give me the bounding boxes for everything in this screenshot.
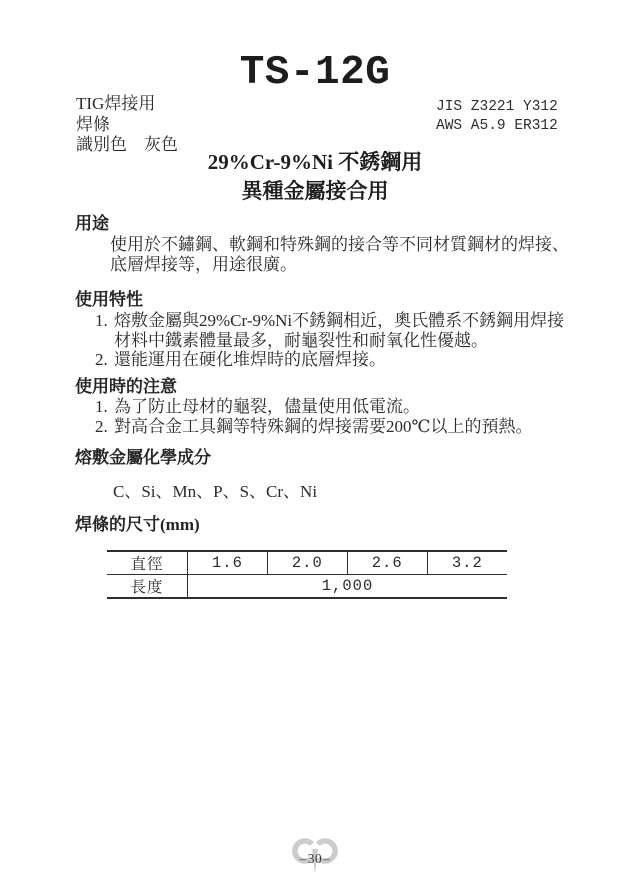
diameter-label-cell: 直徑 (107, 551, 188, 575)
product-header-left (76, 94, 178, 156)
dimensions-table (107, 550, 507, 599)
list-item (95, 397, 565, 417)
page-number-dash-right: – (323, 851, 331, 866)
jis-standard-line: JIS Z3221 Y312 (436, 99, 558, 115)
product-form-line: 焊條 (76, 114, 110, 134)
page-number-value: 30 (307, 851, 323, 866)
table-row-diameter (107, 551, 507, 575)
usage-line-2: 底層焊接等，用途很廣。 (110, 254, 297, 274)
list-item-text: 對高合金工具鋼等特殊鋼的焊接需要200℃以上的預熱。 (114, 416, 533, 436)
length-value-cell: 1,000 (188, 575, 508, 599)
usage-paragraph (110, 235, 570, 274)
aws-standard-line: AWS A5.9 ER312 (436, 118, 558, 134)
characteristics-list (95, 311, 565, 370)
usage-heading: 用途 (75, 214, 109, 233)
precautions-heading: 使用時的注意 (75, 377, 177, 396)
list-item-number: 1. (95, 311, 108, 330)
product-subtitle (0, 148, 630, 205)
subtitle-line-2: 異種金屬接合用 (241, 178, 389, 203)
standards-header-right (436, 98, 558, 136)
diameter-value-cell: 2.0 (267, 551, 347, 575)
page-title: TS-12G (239, 50, 391, 96)
subtitle-line-1: 29%Cr-9%Ni 不銹鋼用 (207, 150, 423, 174)
list-item-number: 2. (95, 416, 108, 436)
list-item-text: 為了防止母材的龜裂，儘量使用低電流。 (114, 397, 420, 416)
dimensions-heading: 焊條的尺寸(mm) (75, 515, 200, 534)
characteristics-heading: 使用特性 (75, 290, 143, 309)
list-item (95, 311, 565, 350)
diameter-value-cell: 1.6 (188, 551, 268, 575)
page-number-dash-left: – (299, 851, 307, 866)
page-footer (0, 835, 630, 883)
length-label-cell: 長度 (130, 579, 164, 596)
product-type-line: TIG焊接用 (76, 94, 156, 113)
diameter-value-cell: 3.2 (427, 551, 507, 575)
chemistry-heading: 熔敷金屬化學成分 (75, 448, 211, 467)
table-row-length (107, 575, 507, 599)
list-item-number: 1. (95, 397, 108, 416)
list-item (95, 417, 565, 437)
list-item (95, 350, 565, 370)
list-item-text: 還能運用在硬化堆焊時的底層焊接。 (114, 350, 386, 369)
precautions-list (95, 397, 565, 436)
chemistry-elements: C、Si、Mn、P、S、Cr、Ni (113, 482, 318, 501)
usage-line-1: 使用於不鏽鋼、軟鋼和特殊鋼的接合等不同材質鋼材的焊接、 (110, 235, 569, 254)
identification-color-line: 識別色 灰色 (76, 135, 178, 154)
diameter-value-cell: 2.6 (347, 551, 427, 575)
page-number (299, 851, 332, 867)
list-item-number: 2. (95, 350, 108, 369)
list-item-text: 熔敷金屬與29%Cr-9%Ni不銹鋼相近，奧氏體系不銹鋼用焊接 材料中鐵素體量最多，耐龜裂性和耐氧化性優越。 (114, 311, 565, 350)
